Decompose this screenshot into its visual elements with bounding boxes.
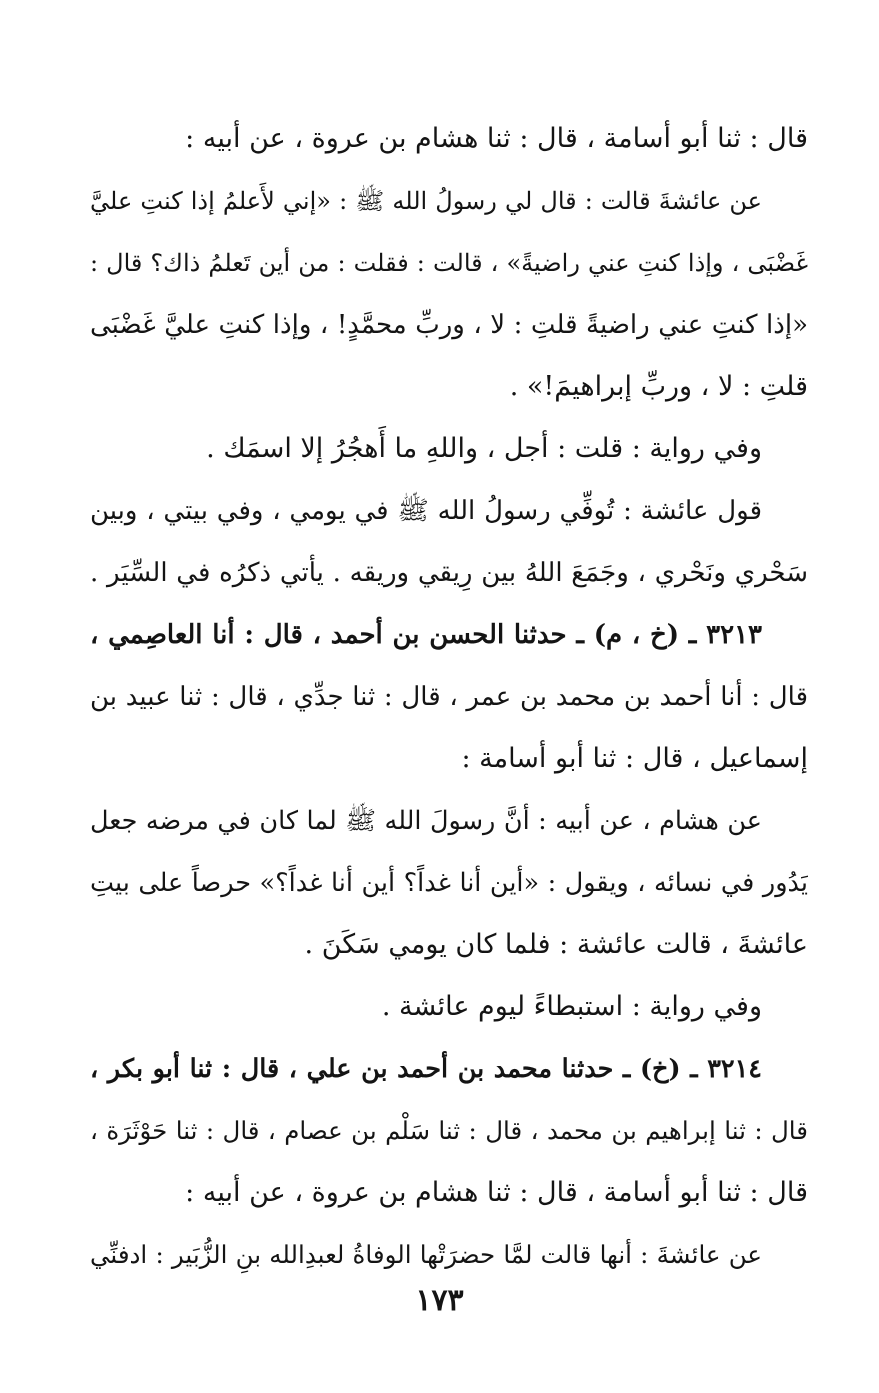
text-line-17: قال : ثنا إبراهيم بن محمد ، قال : ثنا سَلْم بن عصام ، قال : ثنا حَوْثَرَة ، xyxy=(90,1116,808,1145)
text-line-6: وفي رواية : قلت : أجل ، واللهِ ما أَهجُرُ إلا اسمَك . xyxy=(206,433,762,464)
text-line-10: قال : أنا أحمد بن محمد بن عمر ، قال : ثنا جدِّي ، قال : ثنا عبيد بن xyxy=(90,682,808,712)
text-line-12: عن هشام ، عن أبيه : أنَّ رسولَ الله ﷺ لما كان في مرضه جعل xyxy=(90,806,762,836)
text-line-3: غَضْبَى ، وإذا كنتِ عني راضيةً» ، قالت : فقلت : من أين تَعلمُ ذاك؟ قال : xyxy=(90,249,808,277)
text-line-18: قال : ثنا أبو أسامة ، قال : ثنا هشام بن عروة ، عن أبيه : xyxy=(185,1177,808,1208)
page-number: ١٧٣ xyxy=(415,1283,464,1318)
text-line-13: يَدُور في نسائه ، ويقول : «أين أنا غداً؟ أين أنا غداً؟» حرصاً على بيتِ xyxy=(90,868,808,898)
text-line-15: وفي رواية : استبطاءً ليوم عائشة . xyxy=(381,991,762,1022)
text-line-11: إسماعيل ، قال : ثنا أبو أسامة : xyxy=(461,743,808,774)
text-line-1: قال : ثنا أبو أسامة ، قال : ثنا هشام بن عروة ، عن أبيه : xyxy=(185,123,808,154)
text-line-14: عائشةَ ، قالت عائشة : فلما كان يومي سَكَنَ . xyxy=(304,929,808,960)
text-line-4: «إذا كنتِ عني راضيةً قلتِ : لا ، وربِّ محمَّدٍ! ، وإذا كنتِ عليَّ غَضْبَى xyxy=(90,310,808,340)
text-line-5: قلتِ : لا ، وربِّ إبراهيمَ!» . xyxy=(509,371,808,402)
hadith-heading-3214: ٣٢١٤ ـ (خ) ـ حدثنا محمد بن أحمد بن علي ، قال : ثنا أبو بكر ، xyxy=(90,1054,762,1084)
text-line-19: عن عائشةَ : أنها قالت لمَّا حضرَتْها الوفاةُ لعبدِالله بنِ الزُّبَير : ادفنِّي xyxy=(90,1240,762,1269)
text-line-7: قول عائشة : تُوفِّي رسولُ الله ﷺ في يومي ، وفي بيتي ، وبين xyxy=(90,496,762,526)
text-line-2: عن عائشةَ قالت : قال لي رسولُ الله ﷺ : «إني لأَعلمُ إذا كنتِ عليَّ xyxy=(90,187,762,215)
text-line-8: سَحْري ونَحْري ، وجَمَعَ اللهُ بين رِيقي وريقه . يأتي ذكرُه في السِّيَر . xyxy=(90,558,808,588)
hadith-heading-3213: ٣٢١٣ ـ (خ ، م) ـ حدثنا الحسن بن أحمد ، قال : أنا العاصِمي ، xyxy=(90,620,763,650)
